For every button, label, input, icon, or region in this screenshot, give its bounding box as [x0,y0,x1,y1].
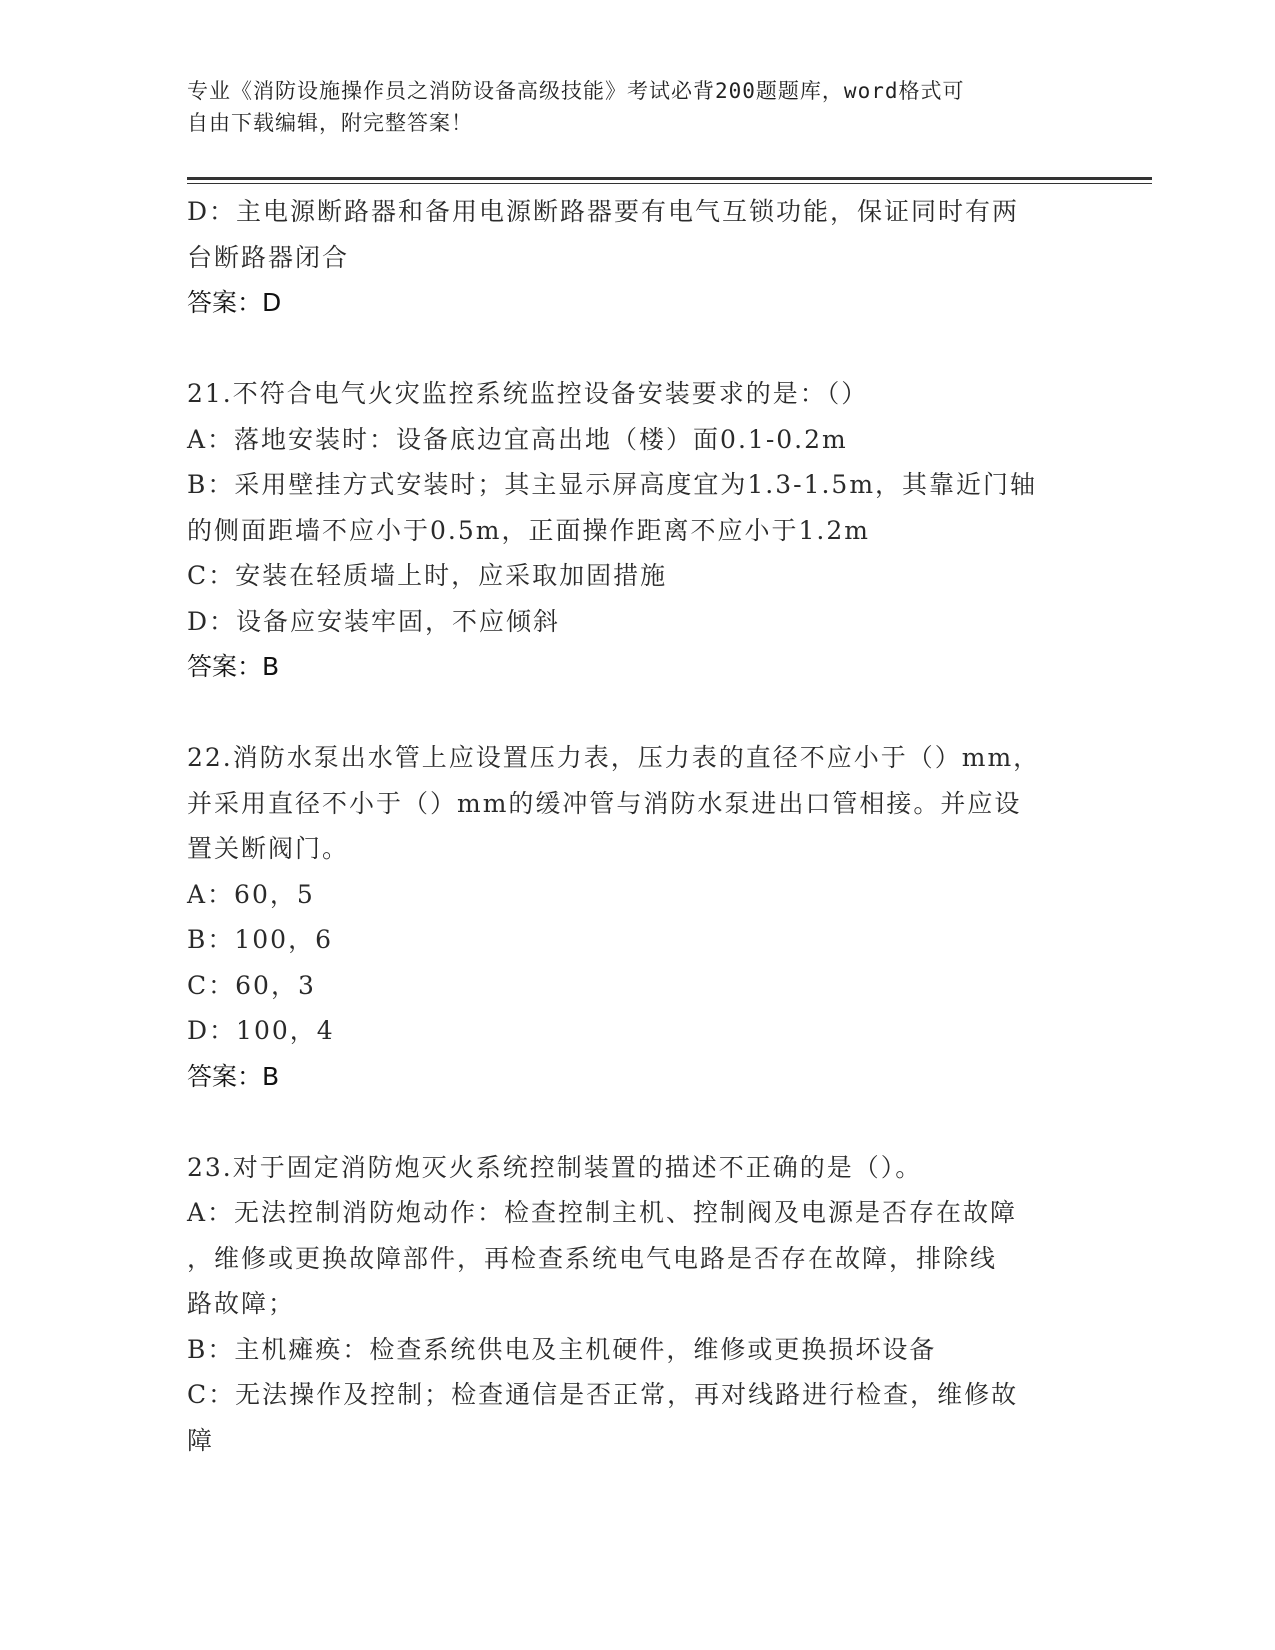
header-line-1: 专业《消防设施操作员之消防设备高级技能》考试必背200题题库，word格式可 [187,79,965,103]
question-21 [187,371,1087,690]
question-stem: 置关断阀门。 [187,834,350,863]
header-line-2: 自由下载编辑，附完整答案！ [187,111,473,135]
spacer [187,1099,1087,1145]
header-divider-thick [187,177,1152,180]
option-line: D：主电源断路器和备用电源断路器要有电气互锁功能，保证同时有两 [187,197,1020,226]
option-line: B：采用壁挂方式安装时；其主显示屏高度宜为1.3-1.5m，其靠近门轴 [187,470,1038,499]
question-22 [187,735,1087,1099]
option-line: D：设备应安装牢固，不应倾斜 [187,606,561,636]
option-line: C：无法操作及控制；检查通信是否正常，再对线路进行检查，维修故 [187,1380,1019,1409]
option-line: 障 [187,1425,215,1455]
spacer [187,326,1087,372]
option-line: C：安装在轻质墙上时，应采取加固措施 [187,561,668,590]
question-stem: 23.对于固定消防炮灭火系统控制装置的描述不正确的是（）。 [187,1152,923,1182]
option-line: A：无法控制消防炮动作：检查控制主机、控制阀及电源是否存在故障 [187,1198,1018,1227]
question-stem: 21.不符合电气火灾监控系统监控设备安装要求的是：（） [187,379,869,408]
option-line: B：主机瘫痪：检查系统供电及主机硬件，维修或更换损坏设备 [187,1334,937,1364]
answer-line: 答案：B [187,1061,280,1091]
option-line: B：100，6 [187,925,333,954]
question-stem: 并采用直径不小于（）mm的缓冲管与消防水泵进出口管相接。并应设 [187,788,1022,818]
header-divider-thin [187,183,1152,184]
option-line: A：落地安装时：设备底边宜高出地（楼）面0.1-0.2m [187,424,848,454]
spacer [187,690,1087,736]
answer-line: 答案：B [187,652,280,681]
option-line: 路故障； [187,1289,296,1318]
option-line: C：60，3 [187,970,316,1000]
option-line: 的侧面距墙不应小于0.5m，正面操作距离不应小于1.2m [187,515,870,545]
answer-line: 答案：D [187,288,282,317]
option-line: D：100，4 [187,1016,335,1045]
option-line: A：60，5 [187,879,315,909]
option-line: ，维修或更换故障部件，再检查系统电气电路是否存在故障，排除线 [187,1243,998,1273]
question-stem: 22.消防水泵出水管上应设置压力表，压力表的直径不应小于（）mm， [187,743,1041,772]
question-23 [187,1145,1087,1464]
question-20-tail [187,189,1087,326]
option-line: 台断路器闭合 [187,242,350,272]
document-header [187,75,1067,139]
document-body [187,189,1087,1463]
